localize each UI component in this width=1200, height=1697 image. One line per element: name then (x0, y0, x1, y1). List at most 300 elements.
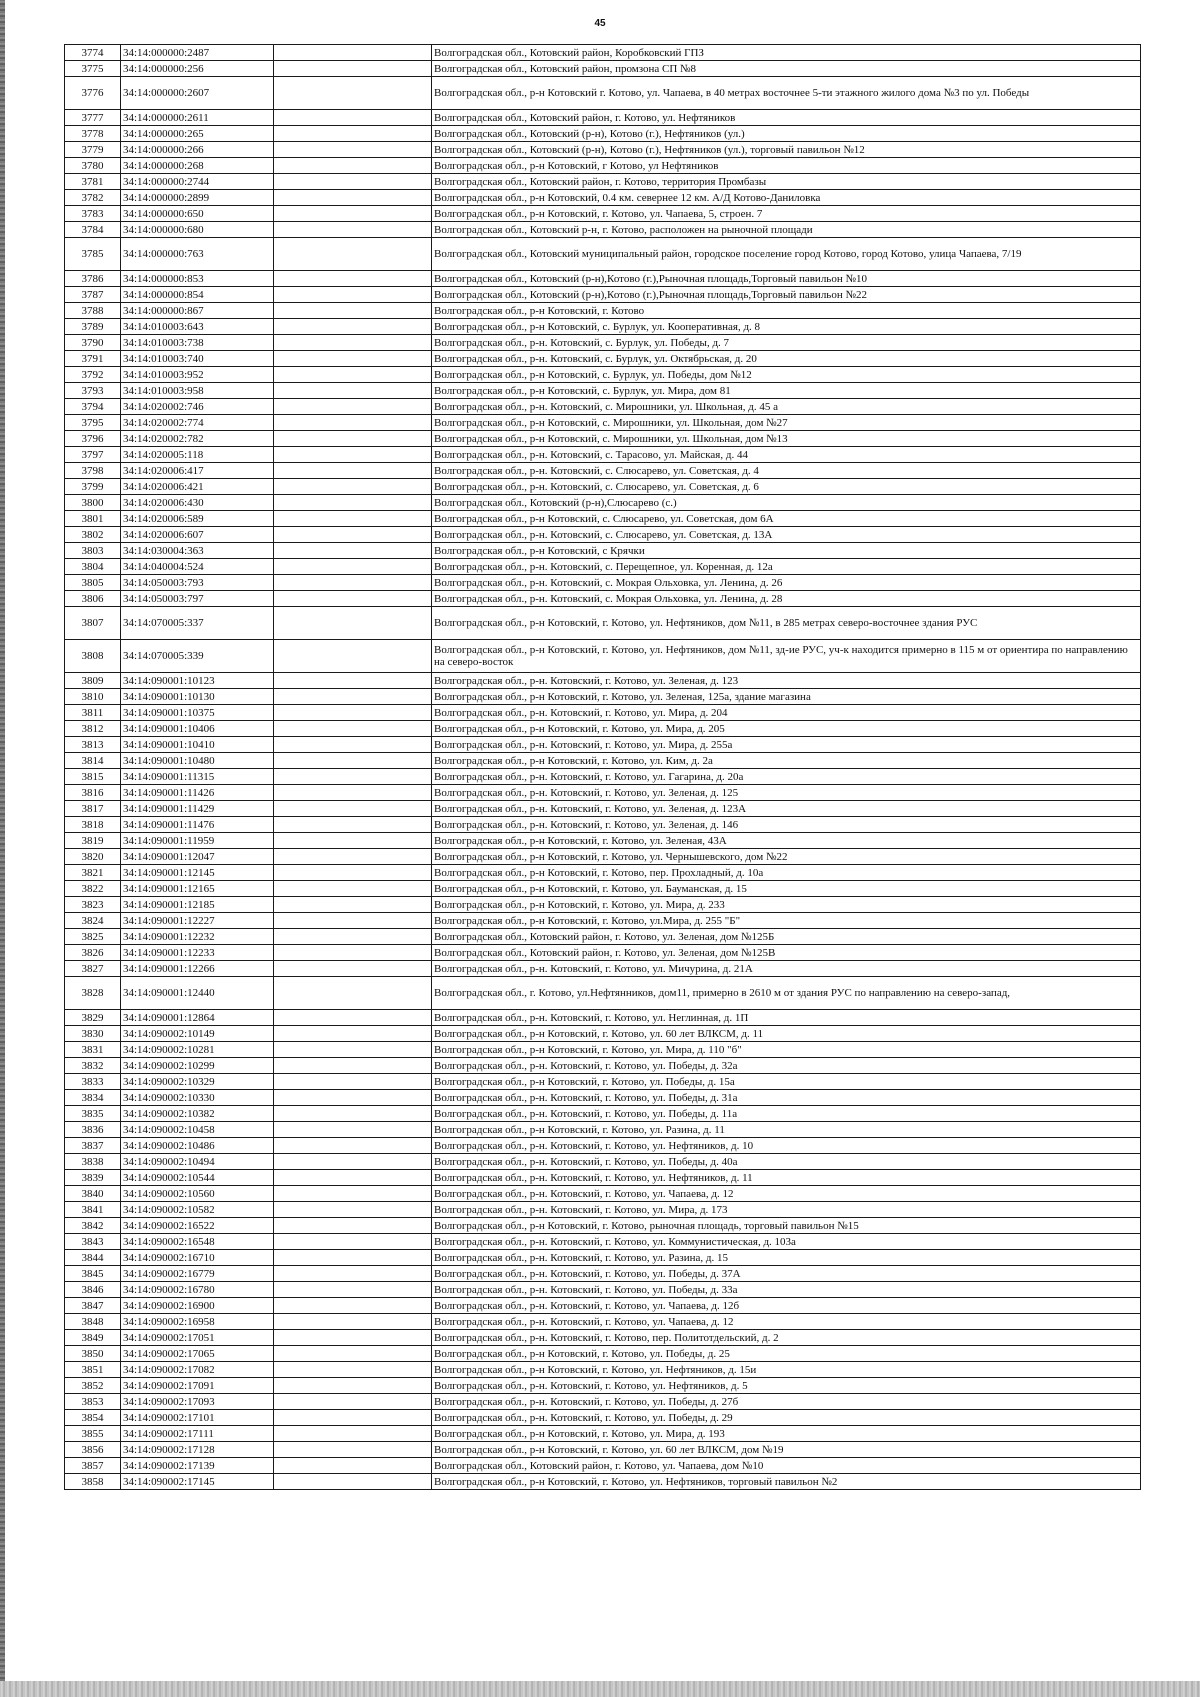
table-row (65, 367, 1141, 383)
cadastral-number-cell: 34:14:000000:680 (121, 222, 274, 238)
table-row (65, 640, 1141, 673)
empty-cell (274, 479, 432, 495)
cadastral-number-cell: 34:14:050003:793 (121, 575, 274, 591)
address-cell: Волгоградская обл., р-н. Котовский, г. Котово, ул. Победы, д. 31а (432, 1090, 1141, 1106)
empty-cell (274, 1474, 432, 1490)
table-row (65, 1378, 1141, 1394)
table-row (65, 383, 1141, 399)
table-row (65, 737, 1141, 753)
cadastral-number-cell: 34:14:070005:339 (121, 640, 274, 673)
cadastral-number-cell: 34:14:090002:17091 (121, 1378, 274, 1394)
row-number-cell: 3825 (65, 929, 121, 945)
cadastral-number-cell: 34:14:090002:17139 (121, 1458, 274, 1474)
cadastral-number-cell: 34:14:000000:2744 (121, 174, 274, 190)
address-cell: Волгоградская обл., р-н. Котовский, с. Слюсарево, ул. Советская, д. 6 (432, 479, 1141, 495)
row-number-cell: 3812 (65, 721, 121, 737)
cadastral-number-cell: 34:14:090002:10281 (121, 1042, 274, 1058)
address-cell: Волгоградская обл., р-н. Котовский, г. Котово, ул. Победы, д. 37А (432, 1266, 1141, 1282)
empty-cell (274, 785, 432, 801)
empty-cell (274, 737, 432, 753)
address-cell: Волгоградская обл., р-н. Котовский, г. Котово, ул. Мира, д. 173 (432, 1202, 1141, 1218)
address-cell: Волгоградская обл., р-н Котовский, г. Котово, ул. Нефтяников, торговый павильон №2 (432, 1474, 1141, 1490)
row-number-cell: 3821 (65, 865, 121, 881)
cadastral-number-cell: 34:14:090002:16548 (121, 1234, 274, 1250)
cadastral-number-cell: 34:14:090001:12047 (121, 849, 274, 865)
table-row (65, 1314, 1141, 1330)
table-row (65, 303, 1141, 319)
empty-cell (274, 913, 432, 929)
table-row (65, 1330, 1141, 1346)
address-cell: Волгоградская обл., Котовский (р-н),Котово (г.),Рыночная площадь,Торговый павильон №22 (432, 287, 1141, 303)
table-row (65, 705, 1141, 721)
row-number-cell: 3810 (65, 689, 121, 705)
cadastral-number-cell: 34:14:020006:589 (121, 511, 274, 527)
row-number-cell: 3842 (65, 1218, 121, 1234)
address-cell: Волгоградская обл., р-н Котовский, г. Котово, ул. Мира, д. 205 (432, 721, 1141, 737)
row-number-cell: 3803 (65, 543, 121, 559)
address-cell: Волгоградская обл., г. Котово, ул.Нефтянников, дом11, примерно в 2610 м от здания РУС по направлению на северо-запад, (432, 977, 1141, 1010)
table-row (65, 817, 1141, 833)
row-number-cell: 3824 (65, 913, 121, 929)
address-cell: Волгоградская обл., р-н Котовский, с. Бурлук, ул. Мира, дом 81 (432, 383, 1141, 399)
address-cell: Волгоградская обл., р-н. Котовский, г. Котово, ул. Чапаева, д. 12б (432, 1298, 1141, 1314)
table-row (65, 61, 1141, 77)
table-row (65, 1090, 1141, 1106)
empty-cell (274, 238, 432, 271)
empty-cell (274, 673, 432, 689)
empty-cell (274, 929, 432, 945)
cadastral-number-cell: 34:14:090002:16710 (121, 1250, 274, 1266)
cadastral-number-cell: 34:14:090002:10382 (121, 1106, 274, 1122)
row-number-cell: 3839 (65, 1170, 121, 1186)
address-cell: Волгоградская обл., р-н Котовский, с. Бурлук, ул. Победы, дом №12 (432, 367, 1141, 383)
empty-cell (274, 190, 432, 206)
address-cell: Волгоградская обл., р-н Котовский, с. Слюсарево, ул. Советская, дом 6А (432, 511, 1141, 527)
cadastral-number-cell: 34:14:090002:17101 (121, 1410, 274, 1426)
row-number-cell: 3788 (65, 303, 121, 319)
table-row (65, 881, 1141, 897)
empty-cell (274, 1314, 432, 1330)
table-row (65, 463, 1141, 479)
row-number-cell: 3808 (65, 640, 121, 673)
table-row (65, 945, 1141, 961)
address-cell: Волгоградская обл., р-н. Котовский, г. Котово, ул. Неглинная, д. 1П (432, 1010, 1141, 1026)
empty-cell (274, 383, 432, 399)
table-row (65, 1234, 1141, 1250)
cadastral-number-cell: 34:14:090002:17145 (121, 1474, 274, 1490)
table-row (65, 913, 1141, 929)
address-cell: Волгоградская обл., р-н. Котовский, г. Котово, ул. Победы, д. 40а (432, 1154, 1141, 1170)
table-row (65, 511, 1141, 527)
cadastral-number-cell: 34:14:000000:2611 (121, 110, 274, 126)
table-row (65, 351, 1141, 367)
address-cell: Волгоградская обл., р-н. Котовский, г. Котово, ул. Зеленая, д. 125 (432, 785, 1141, 801)
row-number-cell: 3836 (65, 1122, 121, 1138)
empty-cell (274, 110, 432, 126)
cadastral-number-cell: 34:14:000000:266 (121, 142, 274, 158)
row-number-cell: 3845 (65, 1266, 121, 1282)
cadastral-number-cell: 34:14:090001:11426 (121, 785, 274, 801)
row-number-cell: 3840 (65, 1186, 121, 1202)
address-cell: Волгоградская обл., р-н Котовский, г. Котово, ул. Мира, д. 193 (432, 1426, 1141, 1442)
table-row (65, 897, 1141, 913)
cadastral-number-cell: 34:14:000000:853 (121, 271, 274, 287)
address-cell: Волгоградская обл., р-н. Котовский, с. Мокрая Ольховка, ул. Ленина, д. 28 (432, 591, 1141, 607)
empty-cell (274, 1154, 432, 1170)
empty-cell (274, 977, 432, 1010)
table-row (65, 1298, 1141, 1314)
empty-cell (274, 1186, 432, 1202)
row-number-cell: 3794 (65, 399, 121, 415)
address-cell: Волгоградская обл., р-н. Котовский, г. Котово, ул. Гагарина, д. 20а (432, 769, 1141, 785)
table-row (65, 110, 1141, 126)
address-cell: Волгоградская обл., р-н. Котовский, г. Котово, ул. Победы, д. 29 (432, 1410, 1141, 1426)
address-cell: Волгоградская обл., р-н Котовский, г. Котово, ул. Нефтяников, дом №11, зд-ие РУС, уч-к находится примерно в 115 м от ориентира по направлению на северо-восток (432, 640, 1141, 673)
row-number-cell: 3774 (65, 45, 121, 61)
table-row (65, 206, 1141, 222)
table-row (65, 977, 1141, 1010)
row-number-cell: 3792 (65, 367, 121, 383)
row-number-cell: 3847 (65, 1298, 121, 1314)
empty-cell (274, 689, 432, 705)
row-number-cell: 3804 (65, 559, 121, 575)
cadastral-number-cell: 34:14:090002:10458 (121, 1122, 274, 1138)
cadastral-number-cell: 34:14:090001:10480 (121, 753, 274, 769)
cadastral-number-cell: 34:14:090001:12266 (121, 961, 274, 977)
address-cell: Волгоградская обл., р-н Котовский, г. Котово, ул. Нефтяников, дом №11, в 285 метрах северо-восточнее здания РУС (432, 607, 1141, 640)
table-row (65, 1138, 1141, 1154)
row-number-cell: 3783 (65, 206, 121, 222)
empty-cell (274, 463, 432, 479)
cadastral-number-cell: 34:14:020002:774 (121, 415, 274, 431)
row-number-cell: 3857 (65, 1458, 121, 1474)
cadastral-number-cell: 34:14:090002:10330 (121, 1090, 274, 1106)
address-cell: Волгоградская обл., р-н. Котовский, г. Котово, ул. Нефтяников, д. 11 (432, 1170, 1141, 1186)
empty-cell (274, 1426, 432, 1442)
table-row (65, 1266, 1141, 1282)
address-cell: Волгоградская обл., р-н Котовский, г. Котово, рыночная площадь, торговый павильон №15 (432, 1218, 1141, 1234)
empty-cell (274, 142, 432, 158)
table-row (65, 559, 1141, 575)
cadastral-number-cell: 34:14:020006:607 (121, 527, 274, 543)
table-row (65, 335, 1141, 351)
address-cell: Волгоградская обл., р-н Котовский, г. Котово, ул. Победы, д. 25 (432, 1346, 1141, 1362)
empty-cell (274, 206, 432, 222)
row-number-cell: 3787 (65, 287, 121, 303)
cadastral-number-cell: 34:14:090002:10494 (121, 1154, 274, 1170)
cadastral-number-cell: 34:14:090002:17051 (121, 1330, 274, 1346)
empty-cell (274, 1138, 432, 1154)
address-cell: Волгоградская обл., Котовский район, г. Котово, ул. Чапаева, дом №10 (432, 1458, 1141, 1474)
table-row (65, 1042, 1141, 1058)
empty-cell (274, 158, 432, 174)
row-number-cell: 3855 (65, 1426, 121, 1442)
address-cell: Волгоградская обл., Котовский район, г. Котово, ул. Нефтяников (432, 110, 1141, 126)
cadastral-number-cell: 34:14:090002:17093 (121, 1394, 274, 1410)
row-number-cell: 3802 (65, 527, 121, 543)
registry-table-body (65, 45, 1141, 1490)
row-number-cell: 3786 (65, 271, 121, 287)
table-row (65, 833, 1141, 849)
table-row (65, 1218, 1141, 1234)
row-number-cell: 3858 (65, 1474, 121, 1490)
table-row (65, 271, 1141, 287)
empty-cell (274, 1058, 432, 1074)
table-row (65, 287, 1141, 303)
address-cell: Волгоградская обл., р-н Котовский, с. Бурлук, ул. Кооперативная, д. 8 (432, 319, 1141, 335)
address-cell: Волгоградская обл., р-н. Котовский, г. Котово, ул. Нефтяников, д. 10 (432, 1138, 1141, 1154)
cadastral-number-cell: 34:14:010003:738 (121, 335, 274, 351)
empty-cell (274, 126, 432, 142)
address-cell: Волгоградская обл., р-н Котовский, г. Котово, ул. Зеленая, 43А (432, 833, 1141, 849)
empty-cell (274, 271, 432, 287)
table-row (65, 543, 1141, 559)
row-number-cell: 3811 (65, 705, 121, 721)
row-number-cell: 3831 (65, 1042, 121, 1058)
cadastral-number-cell: 34:14:090001:12185 (121, 897, 274, 913)
table-row (65, 45, 1141, 61)
address-cell: Волгоградская обл., р-н Котовский, г. Котово, ул. 60 лет ВЛКСМ, дом №19 (432, 1442, 1141, 1458)
cadastral-number-cell: 34:14:090001:11476 (121, 817, 274, 833)
table-row (65, 77, 1141, 110)
address-cell: Волгоградская обл., р-н. Котовский, г. Котово, ул. Мира, д. 255а (432, 737, 1141, 753)
empty-cell (274, 865, 432, 881)
empty-cell (274, 543, 432, 559)
row-number-cell: 3822 (65, 881, 121, 897)
row-number-cell: 3851 (65, 1362, 121, 1378)
address-cell: Волгоградская обл., р-н. Котовский, г. Котово, ул. Чапаева, д. 12 (432, 1186, 1141, 1202)
row-number-cell: 3833 (65, 1074, 121, 1090)
row-number-cell: 3797 (65, 447, 121, 463)
cadastral-number-cell: 34:14:090002:10582 (121, 1202, 274, 1218)
address-cell: Волгоградская обл., р-н Котовский, г. Котово, ул. Мира, д. 233 (432, 897, 1141, 913)
empty-cell (274, 897, 432, 913)
row-number-cell: 3848 (65, 1314, 121, 1330)
cadastral-number-cell: 34:14:010003:952 (121, 367, 274, 383)
address-cell: Волгоградская обл., р-н. Котовский, г. Котово, ул. Победы, д. 33а (432, 1282, 1141, 1298)
address-cell: Волгоградская обл., р-н Котовский, 0.4 км. севернее 12 км. А/Д Котово-Даниловка (432, 190, 1141, 206)
cadastral-number-cell: 34:14:090002:16958 (121, 1314, 274, 1330)
empty-cell (274, 961, 432, 977)
empty-cell (274, 881, 432, 897)
table-row (65, 1458, 1141, 1474)
row-number-cell: 3806 (65, 591, 121, 607)
cadastral-number-cell: 34:14:090002:17082 (121, 1362, 274, 1378)
cadastral-number-cell: 34:14:000000:265 (121, 126, 274, 142)
cadastral-number-cell: 34:14:090001:12440 (121, 977, 274, 1010)
table-row (65, 142, 1141, 158)
table-row (65, 1346, 1141, 1362)
cadastral-number-cell: 34:14:090002:10486 (121, 1138, 274, 1154)
table-row (65, 591, 1141, 607)
row-number-cell: 3793 (65, 383, 121, 399)
cadastral-number-cell: 34:14:090001:11429 (121, 801, 274, 817)
row-number-cell: 3777 (65, 110, 121, 126)
cadastral-number-cell: 34:14:090002:16522 (121, 1218, 274, 1234)
empty-cell (274, 1250, 432, 1266)
empty-cell (274, 319, 432, 335)
address-cell: Волгоградская обл., р-н. Котовский, с. Мирошники, ул. Школьная, д. 45 а (432, 399, 1141, 415)
cadastral-number-cell: 34:14:000000:854 (121, 287, 274, 303)
address-cell: Волгоградская обл., р-н. Котовский, г. Котово, ул. Чапаева, д. 12 (432, 1314, 1141, 1330)
empty-cell (274, 351, 432, 367)
row-number-cell: 3835 (65, 1106, 121, 1122)
empty-cell (274, 61, 432, 77)
cadastral-number-cell: 34:14:010003:740 (121, 351, 274, 367)
row-number-cell: 3799 (65, 479, 121, 495)
address-cell: Волгоградская обл., р-н Котовский, г. Котово (432, 303, 1141, 319)
empty-cell (274, 287, 432, 303)
cadastral-number-cell: 34:14:000000:2487 (121, 45, 274, 61)
table-row (65, 1250, 1141, 1266)
address-cell: Волгоградская обл., р-н. Котовский, г. Котово, ул. Победы, д. 27б (432, 1394, 1141, 1410)
empty-cell (274, 77, 432, 110)
table-row (65, 1186, 1141, 1202)
table-row (65, 1154, 1141, 1170)
empty-cell (274, 1330, 432, 1346)
empty-cell (274, 1394, 432, 1410)
cadastral-number-cell: 34:14:090001:12864 (121, 1010, 274, 1026)
empty-cell (274, 1026, 432, 1042)
empty-cell (274, 1090, 432, 1106)
address-cell: Волгоградская обл., р-н Котовский, г. Котово, ул. Ким, д. 2а (432, 753, 1141, 769)
row-number-cell: 3775 (65, 61, 121, 77)
table-row (65, 1170, 1141, 1186)
table-row (65, 431, 1141, 447)
row-number-cell: 3798 (65, 463, 121, 479)
table-row (65, 319, 1141, 335)
empty-cell (274, 527, 432, 543)
address-cell: Волгоградская обл., р-н. Котовский, г. Котово, пер. Политотдельский, д. 2 (432, 1330, 1141, 1346)
table-row (65, 865, 1141, 881)
table-row (65, 1410, 1141, 1426)
table-row (65, 190, 1141, 206)
row-number-cell: 3790 (65, 335, 121, 351)
page-number: 45 (594, 18, 606, 29)
empty-cell (274, 559, 432, 575)
address-cell: Волгоградская обл., р-н. Котовский, г. Котово, ул. Нефтяников, д. 5 (432, 1378, 1141, 1394)
row-number-cell: 3778 (65, 126, 121, 142)
row-number-cell: 3853 (65, 1394, 121, 1410)
empty-cell (274, 1074, 432, 1090)
cadastral-number-cell: 34:14:000000:2607 (121, 77, 274, 110)
table-row (65, 1074, 1141, 1090)
row-number-cell: 3781 (65, 174, 121, 190)
address-cell: Волгоградская обл., р-н Котовский, г. Котово, ул. Чернышевского, дом №22 (432, 849, 1141, 865)
row-number-cell: 3776 (65, 77, 121, 110)
table-row (65, 1202, 1141, 1218)
empty-cell (274, 1362, 432, 1378)
address-cell: Волгоградская обл., р-н Котовский, г. Котово, ул. Мира, д. 110 "б" (432, 1042, 1141, 1058)
scan-edge-bottom (0, 1681, 1200, 1697)
empty-cell (274, 801, 432, 817)
cadastral-number-cell: 34:14:070005:337 (121, 607, 274, 640)
empty-cell (274, 833, 432, 849)
table-row (65, 479, 1141, 495)
cadastral-number-cell: 34:14:090002:16900 (121, 1298, 274, 1314)
row-number-cell: 3817 (65, 801, 121, 817)
address-cell: Волгоградская обл., р-н. Котовский, г. Котово, ул. Зеленая, д. 123 (432, 673, 1141, 689)
address-cell: Волгоградская обл., Котовский р-н, г. Котово, расположен на рыночной площади (432, 222, 1141, 238)
empty-cell (274, 769, 432, 785)
empty-cell (274, 1122, 432, 1138)
cadastral-number-cell: 34:14:010003:958 (121, 383, 274, 399)
empty-cell (274, 511, 432, 527)
row-number-cell: 3815 (65, 769, 121, 785)
empty-cell (274, 640, 432, 673)
row-number-cell: 3838 (65, 1154, 121, 1170)
row-number-cell: 3849 (65, 1330, 121, 1346)
cadastral-number-cell: 34:14:090002:10299 (121, 1058, 274, 1074)
address-cell: Волгоградская обл., р-н Котовский, г. Котово, ул. Бауманская, д. 15 (432, 881, 1141, 897)
empty-cell (274, 399, 432, 415)
empty-cell (274, 1218, 432, 1234)
address-cell: Волгоградская обл., Котовский (р-н),Котово (г.),Рыночная площадь,Торговый павильон №10 (432, 271, 1141, 287)
address-cell: Волгоградская обл., р-н. Котовский, с. Бурлук, ул. Октябрьская, д. 20 (432, 351, 1141, 367)
table-row (65, 961, 1141, 977)
row-number-cell: 3850 (65, 1346, 121, 1362)
cadastral-number-cell: 34:14:090001:10375 (121, 705, 274, 721)
row-number-cell: 3805 (65, 575, 121, 591)
row-number-cell: 3819 (65, 833, 121, 849)
empty-cell (274, 335, 432, 351)
empty-cell (274, 591, 432, 607)
row-number-cell: 3800 (65, 495, 121, 511)
address-cell: Волгоградская обл., Котовский район, промзона СП №8 (432, 61, 1141, 77)
address-cell: Волгоградская обл., р-н Котовский, г. Котово, ул. Зеленая, 125а, здание магазина (432, 689, 1141, 705)
row-number-cell: 3818 (65, 817, 121, 833)
table-row (65, 1362, 1141, 1378)
address-cell: Волгоградская обл., р-н Котовский, с Крячки (432, 543, 1141, 559)
row-number-cell: 3837 (65, 1138, 121, 1154)
table-row (65, 575, 1141, 591)
cadastral-number-cell: 34:14:090001:12227 (121, 913, 274, 929)
cadastral-number-cell: 34:14:020006:430 (121, 495, 274, 511)
cadastral-number-cell: 34:14:090001:11315 (121, 769, 274, 785)
cadastral-number-cell: 34:14:090002:17111 (121, 1426, 274, 1442)
row-number-cell: 3816 (65, 785, 121, 801)
row-number-cell: 3784 (65, 222, 121, 238)
row-number-cell: 3828 (65, 977, 121, 1010)
row-number-cell: 3841 (65, 1202, 121, 1218)
empty-cell (274, 849, 432, 865)
cadastral-number-cell: 34:14:000000:256 (121, 61, 274, 77)
cadastral-number-cell: 34:14:090002:16780 (121, 1282, 274, 1298)
table-row (65, 399, 1141, 415)
table-row (65, 1010, 1141, 1026)
empty-cell (274, 1010, 432, 1026)
row-number-cell: 3814 (65, 753, 121, 769)
table-row (65, 753, 1141, 769)
table-row (65, 769, 1141, 785)
empty-cell (274, 495, 432, 511)
row-number-cell: 3796 (65, 431, 121, 447)
cadastral-number-cell: 34:14:090001:12233 (121, 945, 274, 961)
cadastral-number-cell: 34:14:090002:10149 (121, 1026, 274, 1042)
row-number-cell: 3830 (65, 1026, 121, 1042)
empty-cell (274, 1346, 432, 1362)
address-cell: Волгоградская обл., р-н. Котовский, с. Слюсарево, ул. Советская, д. 13А (432, 527, 1141, 543)
address-cell: Волгоградская обл., р-н Котовский, с. Мирошники, ул. Школьная, дом №27 (432, 415, 1141, 431)
empty-cell (274, 1410, 432, 1426)
address-cell: Волгоградская обл., р-н. Котовский, г. Котово, ул. Победы, д. 11а (432, 1106, 1141, 1122)
table-row (65, 1282, 1141, 1298)
address-cell: Волгоградская обл., Котовский муниципальный район, городское поселение город Котово, город Котово, улица Чапаева, 7/19 (432, 238, 1141, 271)
cadastral-number-cell: 34:14:090002:17128 (121, 1442, 274, 1458)
row-number-cell: 3852 (65, 1378, 121, 1394)
address-cell: Волгоградская обл., р-н Котовский, г Котово, ул Нефтяников (432, 158, 1141, 174)
table-row (65, 607, 1141, 640)
